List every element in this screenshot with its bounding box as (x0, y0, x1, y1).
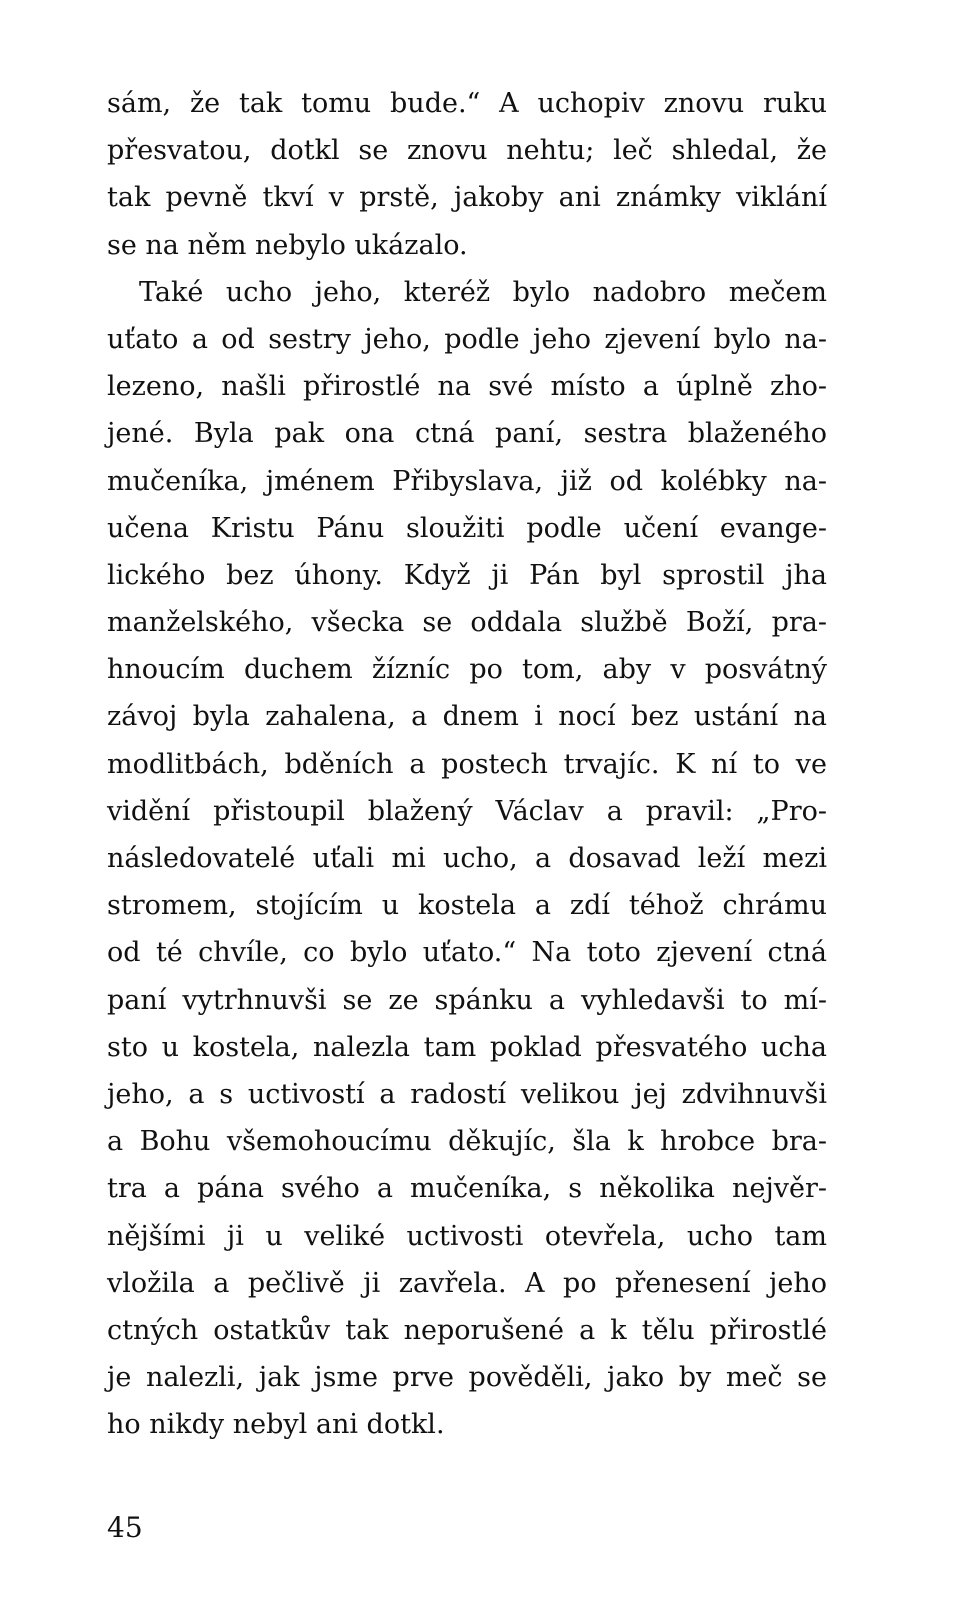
text-line: jené. Byla pak ona ctná paní, sestra blaženého (107, 418, 827, 450)
text-line: a Bohu všemohoucímu děkujíc, šla k hrobce bra‑ (107, 1126, 827, 1158)
text-line: manželského, všecka se oddala službě Boží, pra‑ (107, 607, 827, 639)
text-line: Také ucho jeho, kteréž bylo nadobro mečem (139, 276, 827, 308)
text-line: stromem, stojícím u kostela a zdí téhož chrámu (107, 890, 827, 922)
text-line: lezeno, našli přirostlé na své místo a úplně zho‑ (107, 371, 827, 403)
text-line: se na něm nebylo ukázalo. (107, 229, 468, 261)
text-line: sám, že tak tomu bude.“ A uchopiv znovu ruku (107, 88, 827, 119)
text-line: ho nikdy nebyl ani dotkl. (107, 1409, 445, 1441)
text-line: tra a pána svého a mučeníka, s několika nejvěr‑ (107, 1173, 827, 1205)
text-line: přesvatou, dotkl se znovu nehtu; leč shledal, že (107, 135, 827, 167)
page-text (107, 80, 827, 1448)
text-line: vložila a pečlivě ji zavřela. A po přenesení jeho (107, 1267, 827, 1299)
text-line: učena Kristu Pánu sloužiti podle učení evange‑ (107, 512, 827, 544)
text-line: následovatelé uťali mi ucho, a dosavad leží mezi (107, 843, 827, 874)
text-line: modlitbách, bděních a postech trvajíc. K ní to ve (107, 748, 827, 780)
text-line: vidění přistoupil blažený Václav a pravil: „Pro‑ (107, 795, 827, 827)
text-line: lického bez úhony. Když ji Pán byl sprostil jha (107, 559, 827, 591)
text-line: nějšími ji u veliké uctivosti otevřela, ucho tam (107, 1220, 827, 1252)
text-line: ctných ostatkův tak neporušené a k tělu přirostlé (107, 1314, 827, 1346)
text-line: tak pevně tkví v prstě, jakoby ani známky viklání (107, 182, 827, 214)
text-line: jeho, a s uctivostí a radostí velikou jej zdvihnuvši (107, 1078, 827, 1110)
text-line: paní vytrhnuvši se ze spánku a vyhledavši to mí‑ (107, 984, 827, 1016)
page-number: 45 (107, 1511, 143, 1544)
text-line: od té chvíle, co bylo uťato.“ Na toto zjevení ctná (107, 937, 827, 969)
text-line: závoj byla zahalena, a dnem i nocí bez ustání na (107, 701, 827, 733)
text-line: sto u kostela, nalezla tam poklad přesvatého ucha (107, 1031, 827, 1063)
text-line: uťato a od sestry jeho, podle jeho zjevení bylo na‑ (107, 323, 827, 355)
text-line: mučeníka, jménem Přibyslava, již od kolébky na‑ (107, 465, 827, 497)
text-line: hnoucím duchem žízníc po tom, aby v posvátný (107, 654, 827, 686)
text-line: je nalezli, jak jsme prve pověděli, jako by meč se (107, 1362, 827, 1394)
